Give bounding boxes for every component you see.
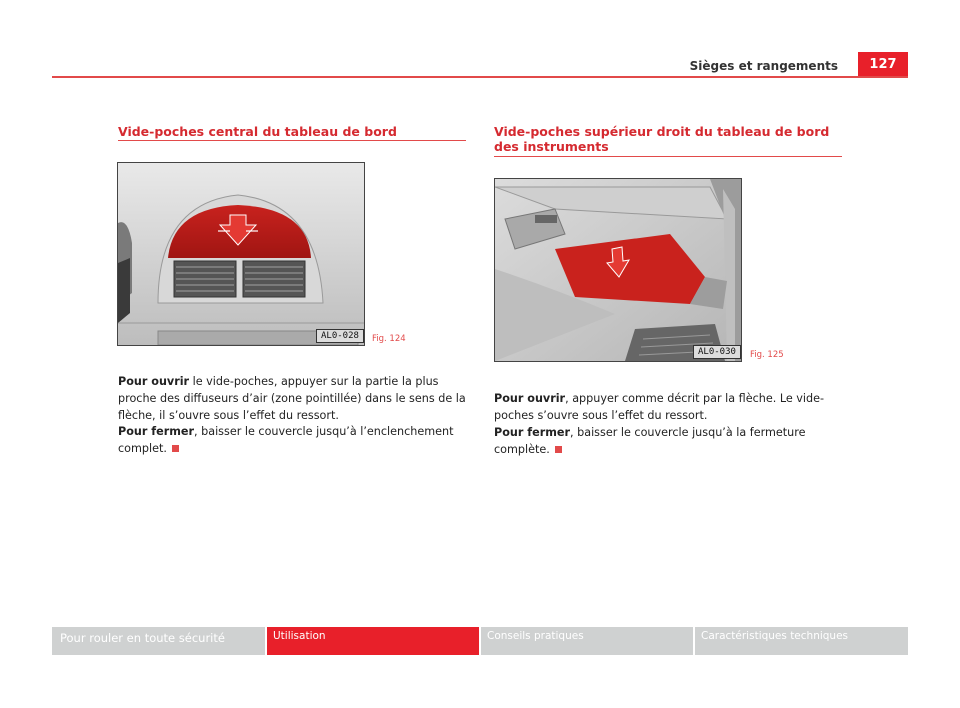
text-close-right: , baisser le couvercle jusqu’à la fermeture complète. [494, 426, 806, 456]
bold-lead-open-right: Pour ouvrir [494, 392, 566, 405]
page-header-title: Sièges et rangements [689, 59, 838, 73]
section-rule-right [494, 156, 842, 157]
bold-lead-open-left: Pour ouvrir [118, 375, 190, 388]
section-title-left: Vide-poches central du tableau de bord [118, 124, 397, 139]
bold-lead-close-left: Pour fermer [118, 425, 194, 438]
paragraph-close-right [494, 424, 864, 458]
text-close-left: , baisser le couvercle jusqu’à l’enclenchement complet. [118, 425, 454, 455]
section-rule-left [118, 140, 466, 141]
figure-code-right: AL0-030 [693, 345, 741, 359]
text-open-right: , appuyer comme décrit par la flèche. Le vide-poches s’ouvre sous l’effet du ressort. [494, 392, 825, 422]
page-number: 127 [858, 52, 908, 76]
figure-label-left: Fig. 124 [372, 334, 406, 344]
paragraph-close-left [118, 423, 468, 457]
end-marker-icon [555, 446, 562, 453]
figure-124-image [117, 162, 365, 346]
footer-tab-caracteristiques[interactable]: Caractéristiques techniques [695, 627, 908, 655]
figure-code-left: AL0-028 [316, 329, 364, 343]
header-rule [52, 76, 908, 78]
section-title-right: Vide-poches supérieur droit du tableau de bord des instruments [494, 124, 830, 154]
text-open-left: le vide-poches, appuyer sur la partie la plus proche des diffuseurs d’air (zone pointillée) dans le sens de la flèche, il s’ouvre sous l’effet du ressort. [118, 375, 466, 422]
paragraph-open-right [494, 390, 844, 424]
footer-tab-conseils[interactable]: Conseils pratiques [481, 627, 693, 655]
end-marker-icon [172, 445, 179, 452]
paragraph-open-left [118, 373, 468, 424]
figure-125-image [494, 178, 742, 362]
bold-lead-close-right: Pour fermer [494, 426, 570, 439]
footer-tab-securite[interactable]: Pour rouler en toute sécurité [52, 627, 265, 655]
figure-label-right: Fig. 125 [750, 350, 784, 360]
footer-tab-utilisation[interactable]: Utilisation [267, 627, 479, 655]
